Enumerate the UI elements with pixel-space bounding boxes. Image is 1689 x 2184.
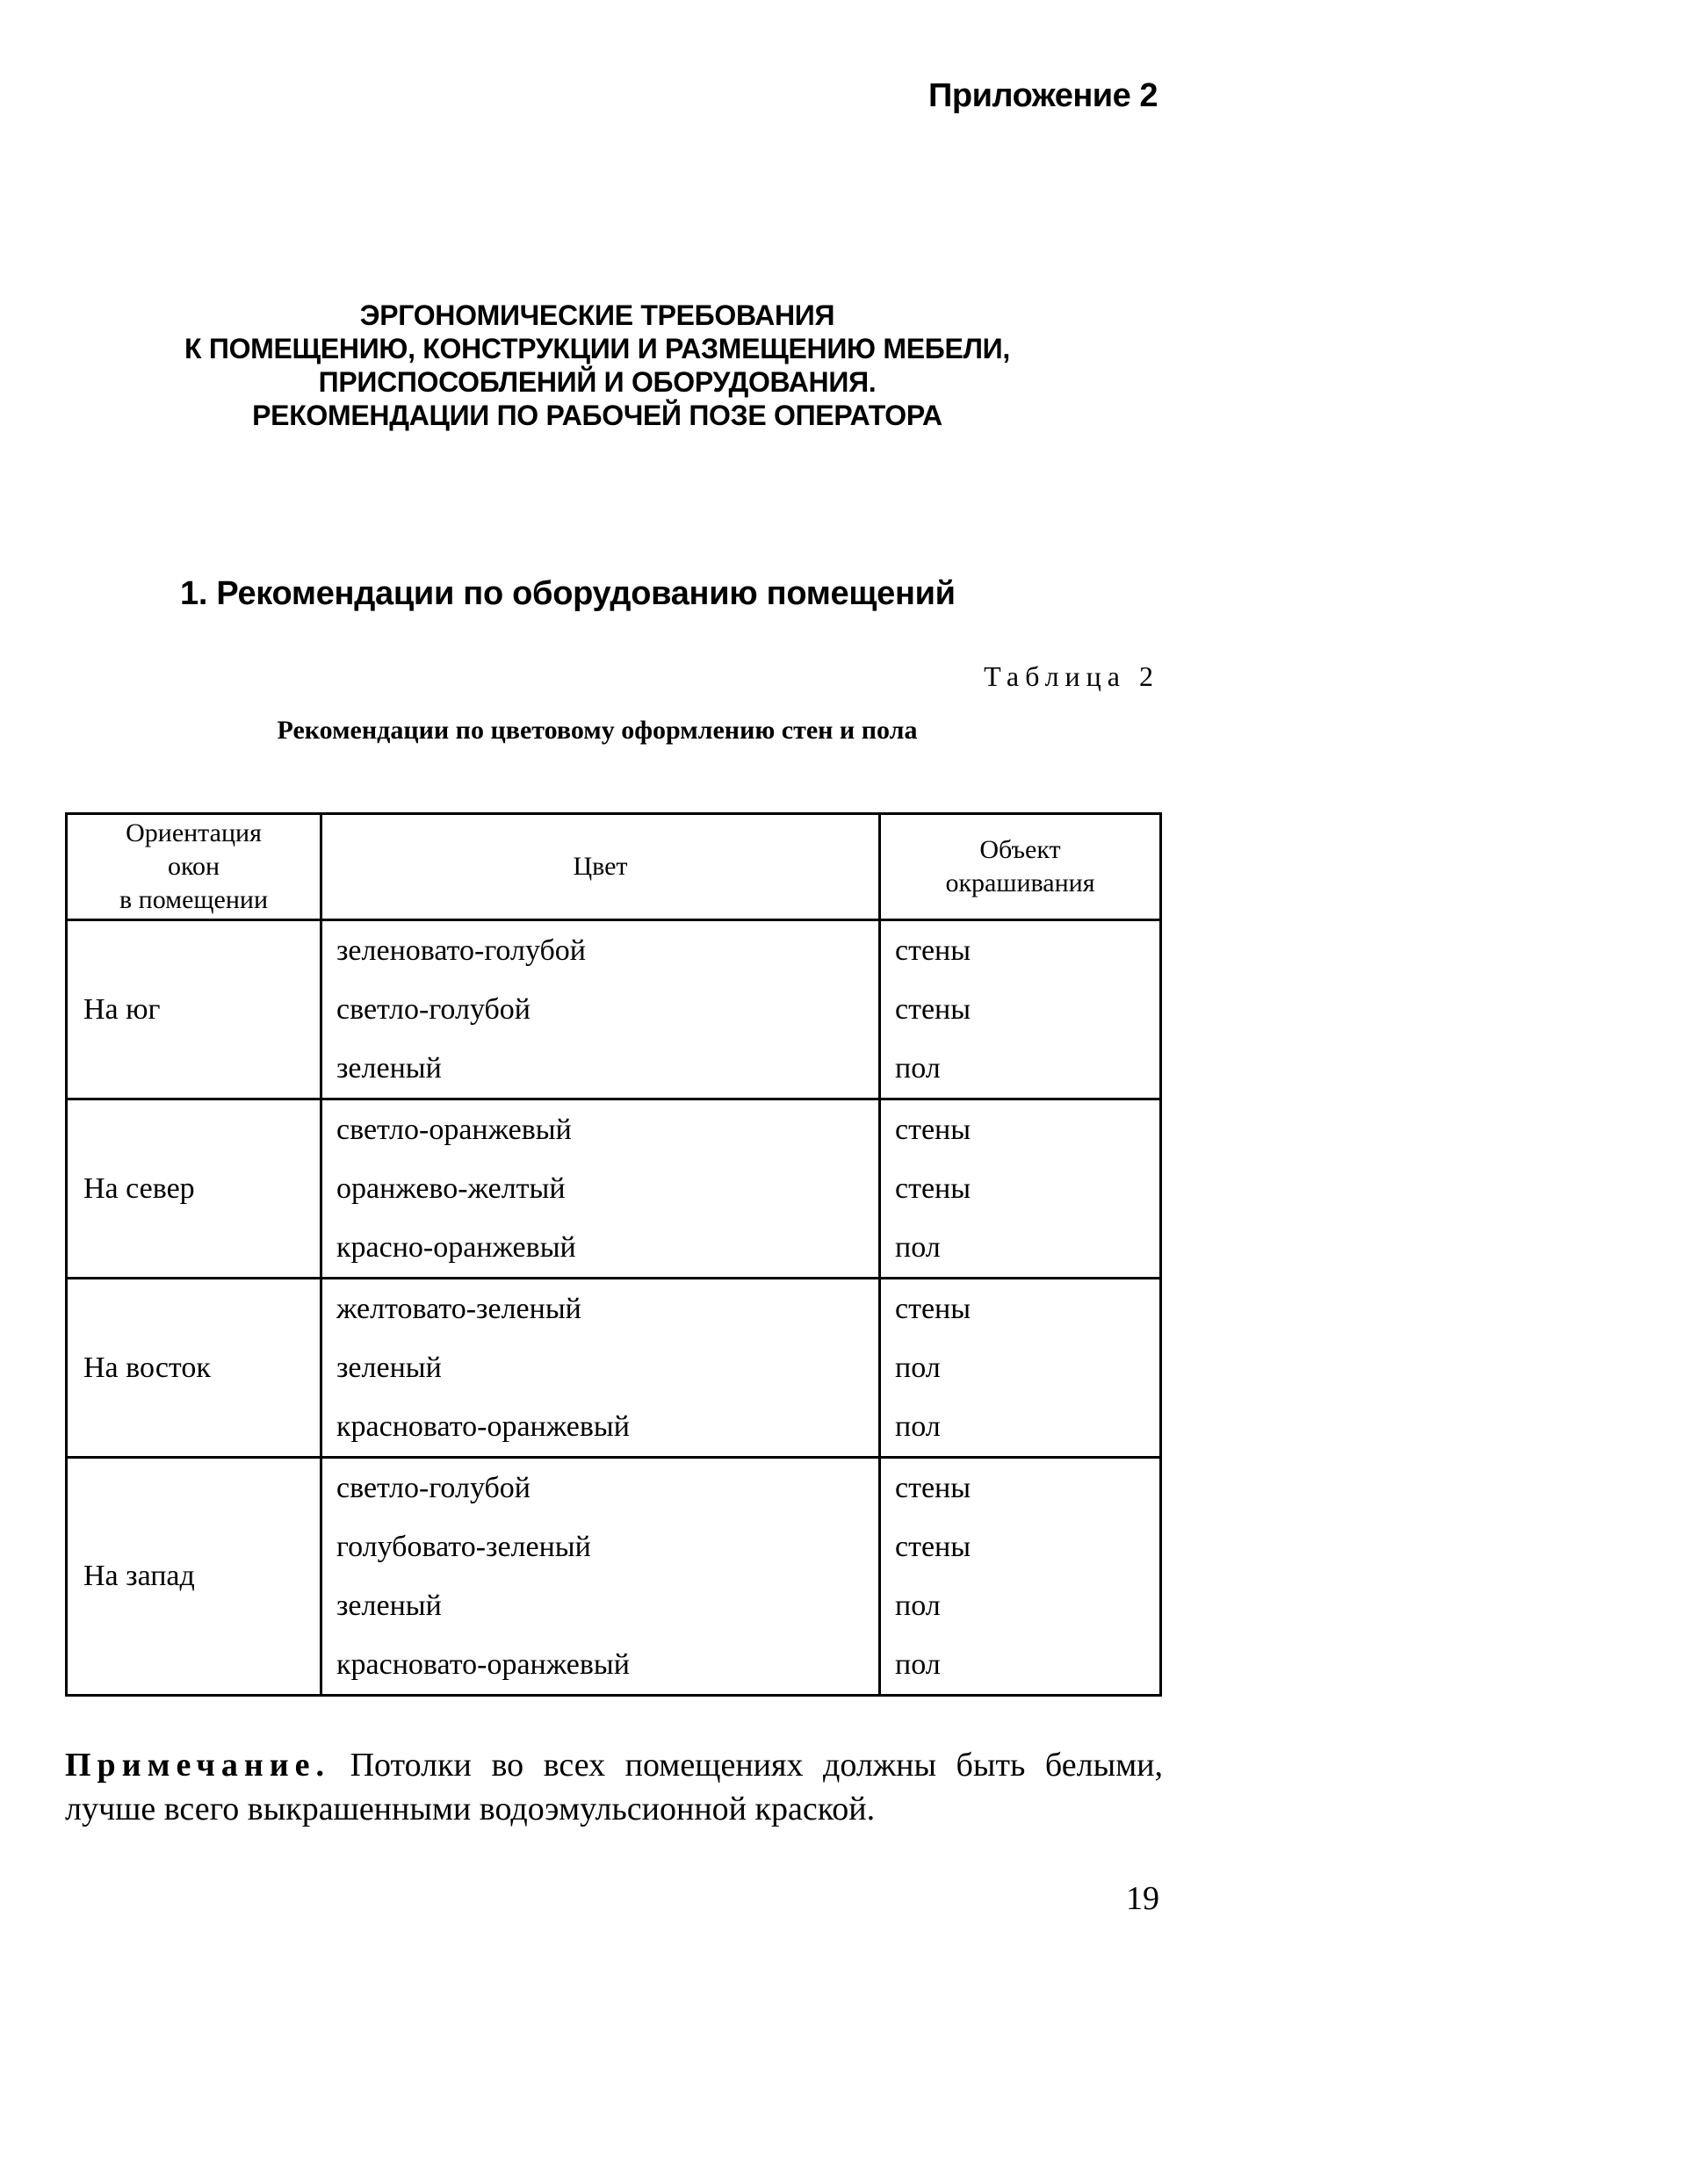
color-value: красно-оранжевый	[336, 1231, 576, 1264]
header-line: в помещении	[119, 885, 269, 914]
title-line: РЕКОМЕНДАЦИИ ПО РАБОЧЕЙ ПОЗЕ ОПЕРАТОРА	[252, 400, 942, 431]
header-object	[880, 814, 1161, 920]
table-caption: Рекомендации по цветовому оформлению стен и пола	[277, 716, 918, 745]
color-recommendation-table	[65, 812, 1162, 1697]
title-line: ЭРГОНОМИЧЕСКИЕ ТРЕБОВАНИЯ	[359, 299, 835, 331]
color-value: красновато-оранжевый	[336, 1648, 630, 1681]
orientation-cell: На запад	[67, 1458, 321, 1696]
object-value: стены	[895, 1472, 971, 1504]
color-value: красновато-оранжевый	[336, 1410, 630, 1443]
table-note	[65, 1743, 1163, 1831]
page-number: 19	[1126, 1880, 1159, 1917]
object-value: стены	[895, 1531, 971, 1563]
color-cell	[321, 1279, 880, 1458]
document-title	[88, 299, 1107, 432]
object-value: стены	[895, 1172, 971, 1205]
color-cell	[321, 920, 880, 1099]
object-cell	[880, 920, 1161, 1099]
note-text: Потолки во всех помещениях должны быть белыми, лучше всего выкрашенными водоэмульсионной краской.	[65, 1747, 1163, 1827]
color-value: зеленовато-голубой	[336, 934, 586, 967]
object-value: пол	[895, 1351, 941, 1384]
header-line: Ориентация	[126, 818, 262, 847]
object-cell	[880, 1279, 1161, 1458]
table-header-row	[67, 814, 1161, 920]
color-value: зеленый	[336, 1052, 442, 1085]
note-label: Примечание.	[65, 1747, 330, 1784]
orientation-cell: На восток	[67, 1279, 321, 1458]
color-cell	[321, 1099, 880, 1279]
object-cell	[880, 1458, 1161, 1696]
color-value: оранжево-желтый	[336, 1172, 566, 1205]
title-line: ПРИСПОСОБЛЕНИЙ И ОБОРУДОВАНИЯ.	[318, 366, 877, 398]
object-value: пол	[895, 1410, 941, 1443]
table-row	[67, 920, 1161, 1099]
title-line: К ПОМЕЩЕНИЮ, КОНСТРУКЦИИ И РАЗМЕЩЕНИЮ МЕБЕЛИ,	[184, 333, 1010, 364]
section-title: 1. Рекомендации по оборудованию помещений	[180, 575, 956, 612]
object-value: стены	[895, 1114, 971, 1146]
color-value: зеленый	[336, 1589, 442, 1622]
object-value: стены	[895, 934, 971, 967]
color-value: светло-голубой	[336, 1472, 531, 1504]
table-label: Таблица 2	[984, 660, 1159, 692]
orientation-cell: На юг	[67, 920, 321, 1099]
table-row	[67, 1458, 1161, 1696]
header-line: окон	[167, 852, 220, 881]
header-line: окрашивания	[945, 869, 1095, 897]
header-color: Цвет	[321, 814, 880, 920]
appendix-title: Приложение 2	[928, 77, 1158, 114]
object-value: пол	[895, 1648, 941, 1681]
object-value: пол	[895, 1052, 941, 1085]
orientation-cell: На север	[67, 1099, 321, 1279]
header-orientation	[67, 814, 321, 920]
color-value: желтовато-зеленый	[336, 1293, 581, 1325]
object-value: пол	[895, 1231, 941, 1264]
color-cell	[321, 1458, 880, 1696]
table-row	[67, 1099, 1161, 1279]
object-value: пол	[895, 1589, 941, 1622]
header-line: Объект	[979, 835, 1061, 864]
color-value: светло-голубой	[336, 993, 531, 1026]
color-value: светло-оранжевый	[336, 1114, 572, 1146]
color-value: голубовато-зеленый	[336, 1531, 591, 1563]
object-value: стены	[895, 993, 971, 1026]
object-cell	[880, 1099, 1161, 1279]
object-value: стены	[895, 1293, 971, 1325]
color-value: зеленый	[336, 1351, 442, 1384]
table-row	[67, 1279, 1161, 1458]
